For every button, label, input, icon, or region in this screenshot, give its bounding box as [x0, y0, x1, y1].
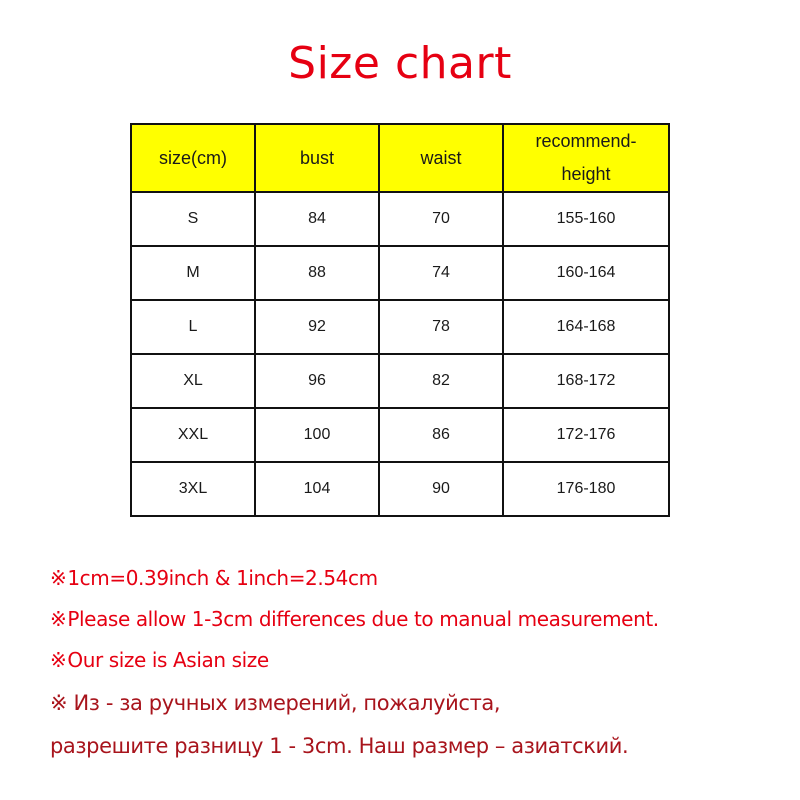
note-asian-size — [50, 640, 790, 681]
note-conversion — [50, 558, 790, 599]
table-row — [131, 246, 669, 300]
note-text: 1cm=0.39inch & 1inch=2.54cm — [67, 566, 378, 590]
table-row — [131, 300, 669, 354]
header-recommend-height-line2: height — [561, 164, 611, 184]
notes-section — [50, 558, 790, 768]
note-text: Our size is Asian size — [67, 648, 269, 672]
cell-waist: 78 — [379, 300, 503, 354]
page-title: Size chart — [288, 38, 512, 89]
cell-bust: 96 — [255, 354, 379, 408]
cell-height: 160-164 — [503, 246, 669, 300]
cell-waist: 82 — [379, 354, 503, 408]
note-text: Please allow 1-3cm differences due to manual measurement. — [67, 607, 659, 631]
cell-waist: 74 — [379, 246, 503, 300]
header-waist: waist — [379, 124, 503, 192]
note-russian-line1: ※ Из - за ручных измерений, пожалуйста, — [50, 691, 501, 715]
reference-mark-icon: ※ — [50, 648, 67, 672]
cell-waist: 70 — [379, 192, 503, 246]
table-row — [131, 354, 669, 408]
header-size: size(cm) — [131, 124, 255, 192]
reference-mark-icon: ※ — [50, 607, 67, 631]
cell-height: 176-180 — [503, 462, 669, 516]
table-header-row — [131, 124, 669, 192]
cell-waist: 90 — [379, 462, 503, 516]
note-measurement-difference — [50, 599, 790, 640]
cell-height: 155-160 — [503, 192, 669, 246]
cell-height: 168-172 — [503, 354, 669, 408]
cell-height: 164-168 — [503, 300, 669, 354]
header-bust: bust — [255, 124, 379, 192]
header-recommend-height — [503, 124, 669, 192]
cell-bust: 100 — [255, 408, 379, 462]
header-recommend-height-line1: recommend- — [535, 131, 637, 151]
cell-bust: 104 — [255, 462, 379, 516]
size-table — [130, 123, 670, 517]
cell-size: XL — [131, 354, 255, 408]
cell-size: S — [131, 192, 255, 246]
cell-size: XXL — [131, 408, 255, 462]
cell-bust: 84 — [255, 192, 379, 246]
cell-bust: 92 — [255, 300, 379, 354]
cell-bust: 88 — [255, 246, 379, 300]
table-row — [131, 408, 669, 462]
cell-waist: 86 — [379, 408, 503, 462]
note-russian-line2: разрешите разницу 1 - 3cm. Наш размер – азиатский. — [50, 734, 629, 758]
cell-height: 172-176 — [503, 408, 669, 462]
table-row — [131, 192, 669, 246]
cell-size: M — [131, 246, 255, 300]
cell-size: L — [131, 300, 255, 354]
table-row — [131, 462, 669, 516]
reference-mark-icon: ※ — [50, 566, 67, 590]
cell-size: 3XL — [131, 462, 255, 516]
